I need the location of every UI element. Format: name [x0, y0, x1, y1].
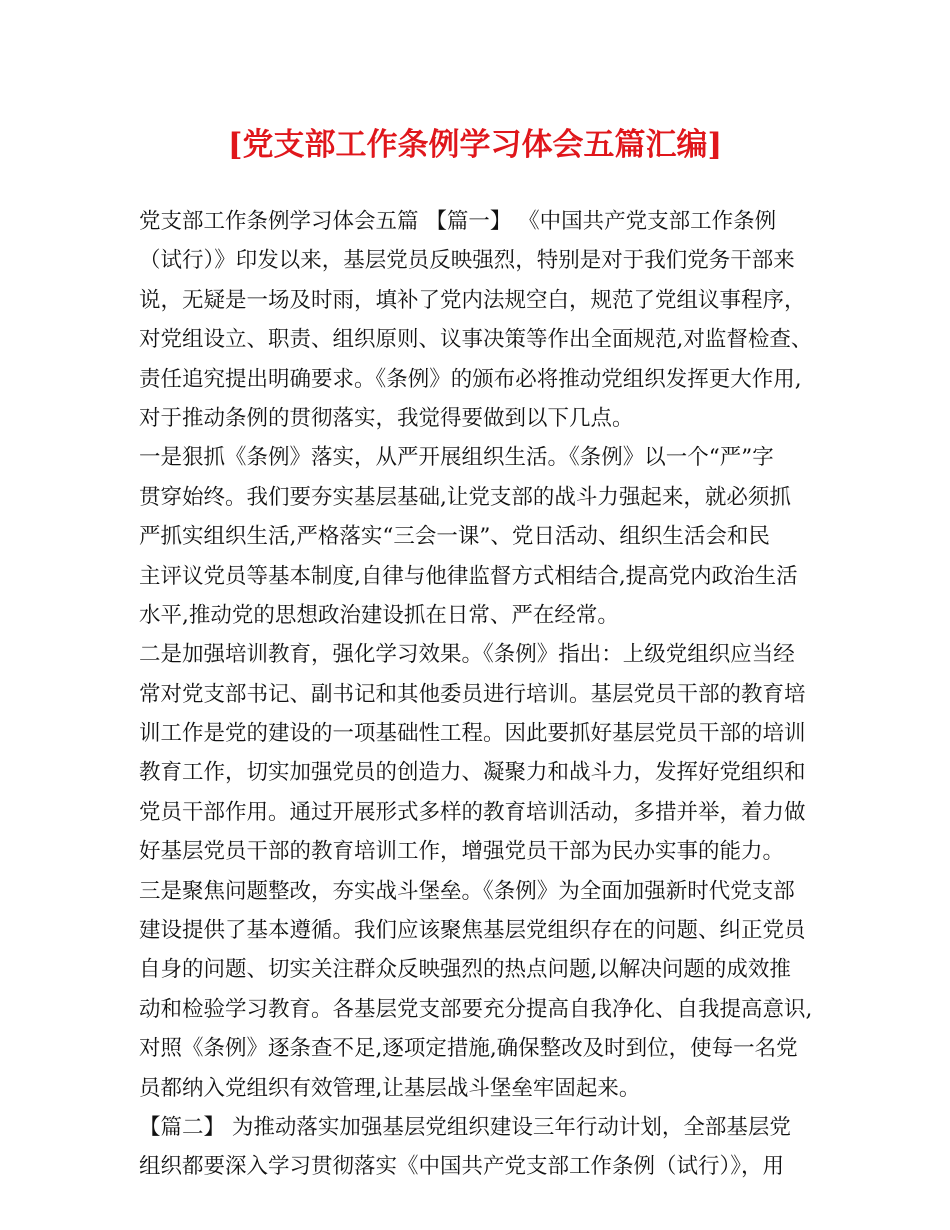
paragraph-line: 建设提供了基本遵循。我们应该聚焦基层党组织存在的问题、纠正党员: [139, 918, 806, 944]
paragraph-line: 训工作是党的建设的一项基础性工程。因此要抓好基层党员干部的培训: [139, 721, 806, 747]
paragraph-line: 对照《条例》逐条查不足,逐项定措施,确保整改及时到位，使每一名党: [139, 1036, 798, 1062]
paragraph-line: 说，无疑是一场及时雨，填补了党内法规空白，规范了党组议事程序，: [139, 287, 806, 313]
paragraph-line: 组织都要深入学习贯彻落实《中国共产党支部工作条例（试行）》，用: [139, 1154, 785, 1180]
paragraph-line: 好基层党员干部的教育培训工作，增强党员干部为民办实事的能力。: [139, 839, 785, 865]
paragraph-line: 动和检验学习教育。各基层党支部要充分提高自我净化、自我提高意识,: [139, 996, 813, 1022]
document-title: [党支部工作条例学习体会五篇汇编]: [227, 127, 723, 163]
paragraph-line: 主评议党员等基本制度,自律与他律监督方式相结合,提高党内政治生活: [139, 563, 798, 589]
paragraph-line: 【篇二】 为推动落实加强基层党组织建设三年行动计划，全部基层党: [139, 1114, 791, 1140]
paragraph-line: 对党组设立、职责、组织原则、议事决策等作出全面规范,对监督检查、: [139, 327, 813, 353]
paragraph-line: 一是狠抓《条例》落实，从严开展组织生活。《条例》以一个“严”字: [139, 445, 774, 471]
paragraph-line: 党员干部作用。通过开展形式多样的教育培训活动，多措并举，着力做: [139, 799, 806, 825]
paragraph-line: 三是聚焦问题整改，夯实战斗堡垒。《条例》为全面加强新时代党支部: [139, 878, 795, 904]
paragraph-line: 党支部工作条例学习体会五篇 【篇一】 《中国共产党支部工作条例: [139, 209, 777, 234]
paragraph-line: 对于推动条例的贯彻落实，我觉得要做到以下几点。: [139, 405, 634, 431]
paragraph-line: 严抓实组织生活,严格落实“三会一课”、党日活动、组织生活会和民: [139, 524, 770, 550]
paragraph-line: 责任追究提出明确要求。《条例》的颁布必将推动党组织发挥更大作用,: [139, 366, 802, 392]
paragraph-line: 贯穿始终。我们要夯实基层基础,让党支部的战斗力强起来，就必须抓: [139, 484, 791, 510]
paragraph-line: 自身的问题、切实关注群众反映强烈的热点问题,以解决问题的成效推: [139, 957, 791, 983]
paragraph-line: 二是加强培训教育，强化学习效果。《条例》指出：上级党组织应当经: [139, 642, 795, 668]
paragraph-line: 水平,推动党的思想政治建设抓在日常、严在经常。: [139, 602, 619, 628]
paragraph-line: 员都纳入党组织有效管理,让基层战斗堡垒牢固起来。: [139, 1075, 641, 1101]
document-body: [139, 202, 829, 1187]
paragraph-line: 教育工作，切实加强党员的创造力、凝聚力和战斗力，发挥好党组织和: [139, 760, 806, 786]
paragraph-line: 常对党支部书记、副书记和其他委员进行培训。基层党员干部的教育培: [139, 681, 806, 707]
paragraph-line: （试行）》印发以来，基层党员反映强烈，特别是对于我们党务干部来: [139, 248, 795, 274]
